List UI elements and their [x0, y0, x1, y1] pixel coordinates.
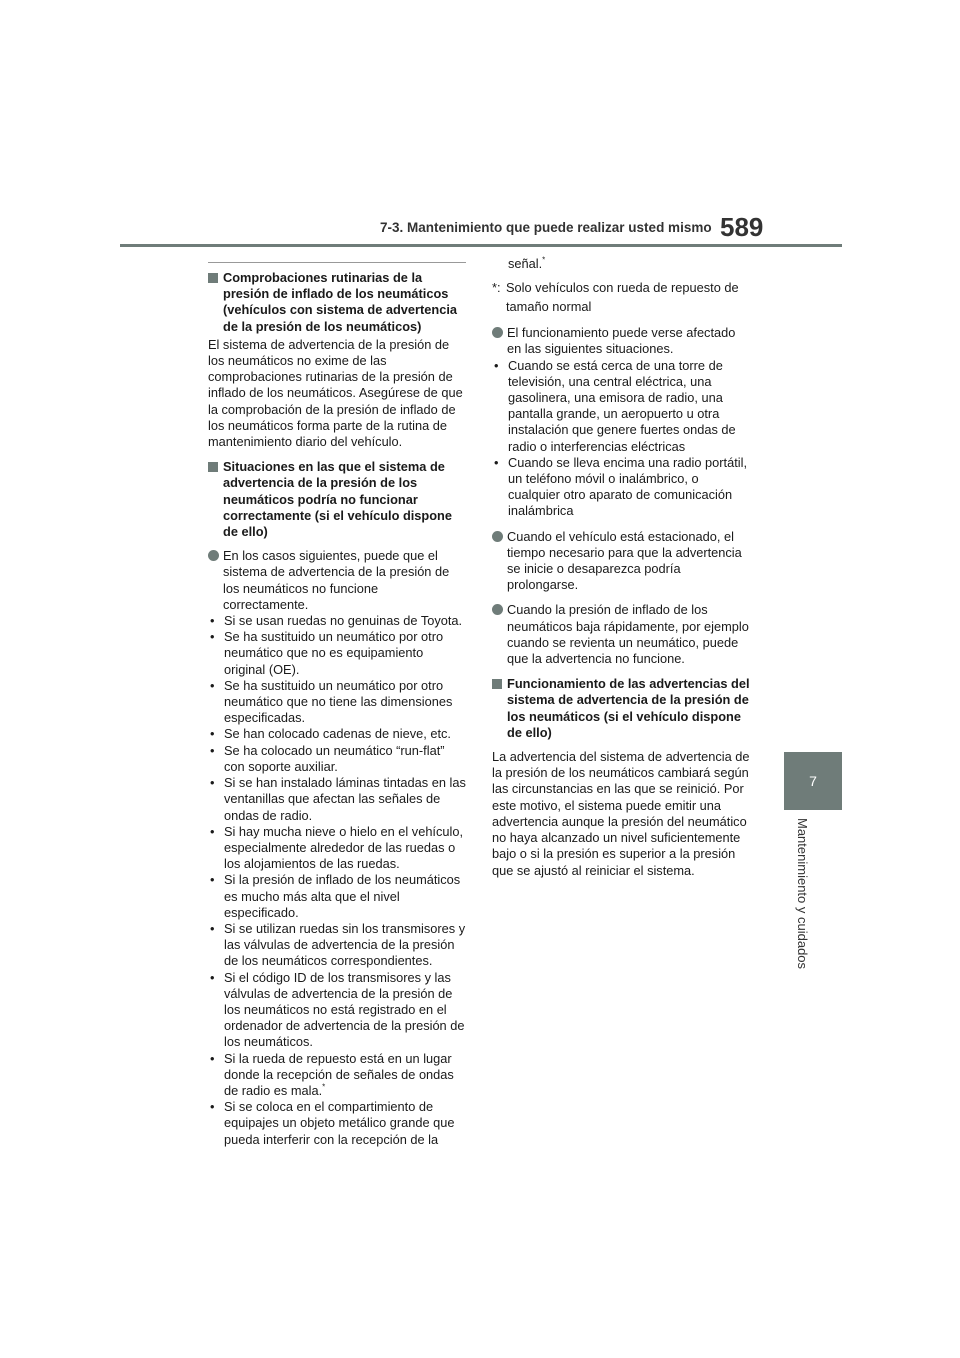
- list-item: • Si se coloca en el compartimiento de equipajes un objeto metálico grande que pueda interferir con la recepción de la: [208, 1099, 466, 1148]
- heading-text: Funcionamiento de las advertencias del sistema de advertencia de la presión de los neumáticos (si el vehículo dispone de ello): [507, 676, 750, 740]
- list-item-text: Si la rueda de repuesto está en un lugar donde la recepción de señales de ondas de radio es mala.: [224, 1050, 454, 1098]
- list-item: • Si se utilizan ruedas sin los transmisores y las válvulas de advertencia de la presión de los neumáticos correspondientes.: [208, 921, 466, 970]
- paragraph: La advertencia del sistema de advertencia de la presión de los neumáticos cambiará según las circunstancias en las que se reinició. Por este motivo, el sistema puede emitir una advertencia aunque la presión del neumático no haya alcanzado un nivel suficientemente bajo o si la presión es superior a la presión que se ajustó al reiniciar el sistema.: [492, 749, 750, 878]
- footnote-marker: *: [322, 1082, 326, 1092]
- list-item: • Se ha sustituido un neumático por otro neumático que no tiene las dimensiones especificadas.: [208, 678, 466, 727]
- page-number: 589: [720, 212, 764, 242]
- footnote-marker: *: [542, 255, 546, 265]
- footnote-text: Solo vehículos con rueda de repuesto de tamaño normal: [506, 280, 739, 315]
- circle-bullet-icon: [492, 604, 503, 615]
- right-column: [492, 256, 750, 888]
- list-item: • Si se usan ruedas no genuinas de Toyota.: [208, 613, 466, 629]
- circle-item: [208, 548, 466, 613]
- continued-text: [492, 256, 750, 272]
- circle-bullet-icon: [492, 531, 503, 542]
- chapter-label: Mantenimiento y cuidados: [795, 818, 810, 970]
- list-item: • Se han colocado cadenas de nieve, etc.: [208, 726, 466, 742]
- circle-bullet-icon: [208, 550, 219, 561]
- list-item: • Cuando se lleva encima una radio portátil, un teléfono móvil o inalámbrico, o cualquier otro aparato de comunicación inalámbrica: [492, 455, 750, 520]
- left-column: [208, 258, 466, 1157]
- heading-routine-checks: [208, 270, 466, 335]
- section-title: 7-3. Mantenimiento que puede realizar usted mismo: [380, 220, 712, 235]
- heading-warning-operation: [492, 676, 750, 741]
- chapter-tab[interactable]: 7: [784, 752, 842, 810]
- circle-item-text: El funcionamiento puede verse afectado en las siguientes situaciones.: [507, 325, 736, 357]
- footnote: [492, 278, 750, 316]
- circle-item: [492, 602, 750, 667]
- circle-item: [492, 529, 750, 594]
- list-item: • Si la presión de inflado de los neumáticos es mucho más alta que el nivel especificado.: [208, 872, 466, 921]
- circle-item-text: Cuando la presión de inflado de los neumáticos baja rápidamente, por ejemplo cuando se revienta un neumático, puede que la advertencia no funcione.: [507, 602, 749, 667]
- circle-item-text: En los casos siguientes, puede que el sistema de advertencia de la presión de los neumáticos no funcione correctamente.: [223, 548, 450, 612]
- list-item-footnoted: [208, 1051, 466, 1100]
- list-item: • Si se han instalado láminas tintadas en las ventanillas que afectan las señales de ondas de radio.: [208, 775, 466, 824]
- bullet-list: [492, 358, 750, 520]
- heading-malfunction-situations: [208, 459, 466, 540]
- bullet-list: [208, 613, 466, 1148]
- list-item: • Se ha colocado un neumático “run-flat” con soporte auxiliar.: [208, 743, 466, 775]
- circle-bullet-icon: [492, 327, 503, 338]
- circle-item-text: Cuando el vehículo está estacionado, el tiempo necesario para que la advertencia se inicie o desaparezca podría prolongarse.: [507, 528, 742, 593]
- continued-word: señal.: [508, 256, 543, 271]
- heading-text: Situaciones en las que el sistema de advertencia de la presión de los neumáticos podría no funcionar correctamente (si el vehículo dispone de ello): [223, 459, 452, 540]
- heading-text: Comprobaciones rutinarias de la presión de inflado de los neumáticos (vehículos con sistema de advertencia de la presión de los neumáticos): [223, 270, 457, 334]
- square-bullet-icon: [208, 273, 218, 283]
- paragraph: El sistema de advertencia de la presión de los neumáticos no exime de las comprobaciones rutinarias de la presión de inflado de los neumáticos. Asegúrese de que la comprobación de la presión de inflado de los neumáticos forma parte de la rutina de mantenimiento diario del vehículo.: [208, 336, 463, 450]
- footnote-mark: *:: [492, 280, 501, 296]
- header-divider: [120, 244, 842, 247]
- list-item: • Cuando se está cerca de una torre de televisión, una central eléctrica, una gasolinera, una emisora de radio, una pantalla grande, un aeropuerto u otra instalación que genere fuertes ondas de radio o interferencias eléctricas: [492, 358, 750, 455]
- square-bullet-icon: [208, 462, 218, 472]
- square-bullet-icon: [492, 679, 502, 689]
- list-item: • Si el código ID de los transmisores y las válvulas de advertencia de la presión de los neumáticos no está registrado en el ordenador de advertencia de la presión de los neumáticos.: [208, 970, 466, 1051]
- circle-item: [492, 325, 750, 357]
- list-item: • Si hay mucha nieve o hielo en el vehículo, especialmente alrededor de las ruedas o los alojamientos de las ruedas.: [208, 824, 466, 873]
- column-divider: [208, 262, 466, 263]
- list-item: • Se ha sustituido un neumático por otro neumático que no es equipamiento original (OE).: [208, 629, 466, 678]
